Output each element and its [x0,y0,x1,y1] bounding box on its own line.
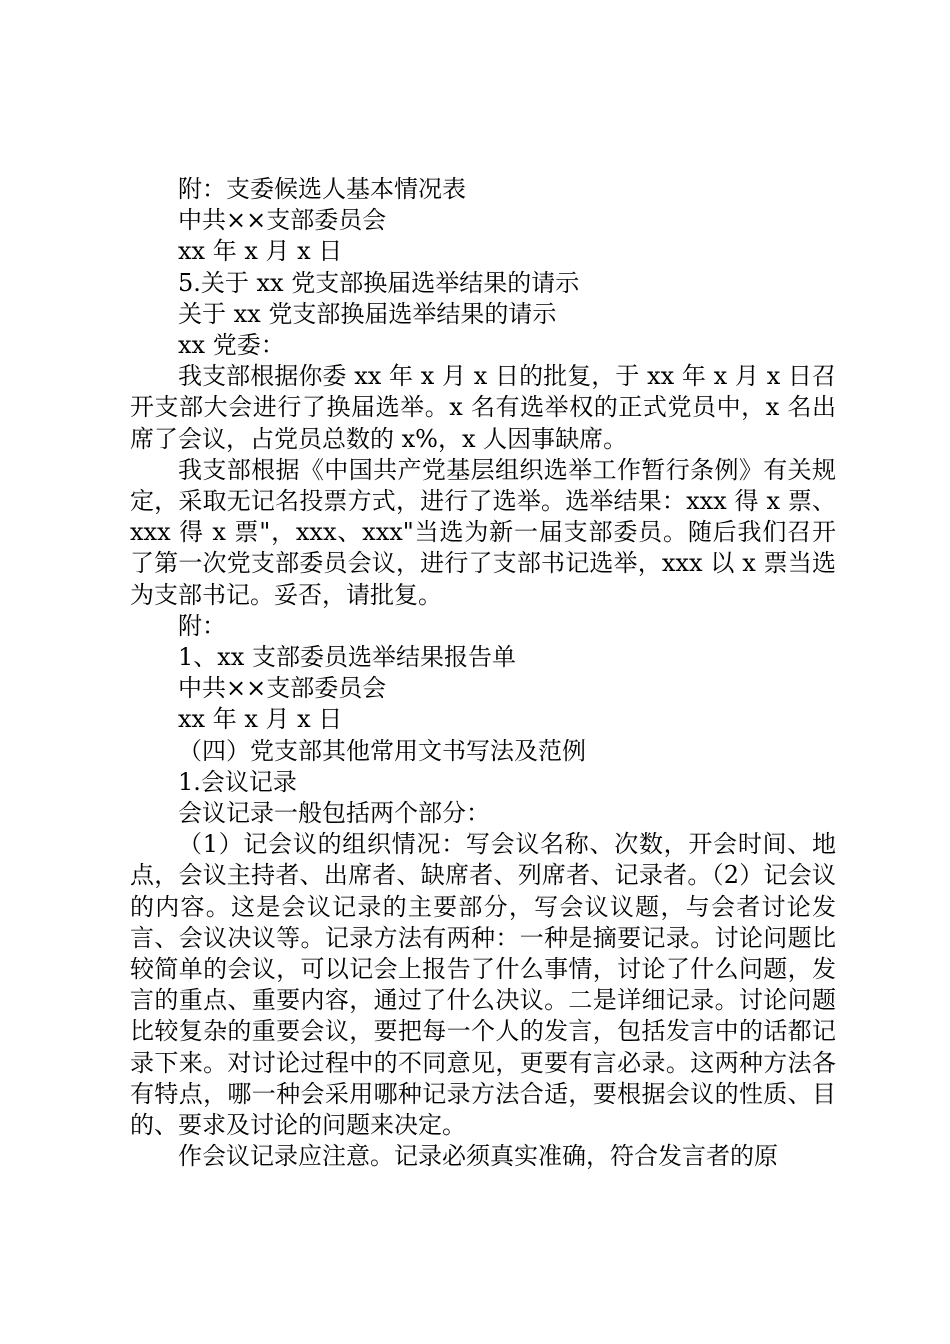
paragraph-notes: 作会议记录应注意。记录必须真实准确，符合发言者的原 [178,1142,778,1171]
section-heading: 5.关于 xx 党支部换届选举结果的请示 [178,268,580,297]
paragraph-election-result: 我支部根据《中国共产党基层组织选举工作暂行条例》有关规定，采取无记名投票方式，进行了选举。选举结果：xxx 得 x 票、xxx 得 x 票"，xxx、xxx"当选为新一届支部委员。随后我们召开了第一次党支部委员会议，进行了支部书记选举，xxx 以 x 票当选为支部书记。妥否，请批复。 [130,455,836,609]
date-line-2: xx 年 x 月 x 日 [178,705,343,734]
issuer-line: 中共××支部委员会 [178,206,387,235]
attachment-line: 附：支委候选人基本情况表 [178,175,466,203]
subsection-heading: 1.会议记录 [178,767,297,796]
paragraph-meeting-content: （1）记会议的组织情况：写会议名称、次数，开会时间、地点，会议主持者、出席者、缺席者、列席者、记录者。（2）记会议的内容。这是会议记录的主要部分，写会议议题，与会者讨论发言、会议决议等。记录方法有两种：一种是摘要记录。讨论问题比较简单的会议，可以记会上报告了什么事情，讨论了什么问题，发言的重点、重要内容，通过了什么决议。二是详细记录。讨论问题比较复杂的重要会议，要把每一个人的发言，包括发言中的话都记录下来。对讨论过程中的不同意见，更要有言必录。这两种方法各有特点，哪一种会采用哪种记录方法合适，要根据会议的性质、目的、要求及讨论的问题来决定。 [130,830,836,1140]
document-body [130,174,836,1173]
intro-line: 会议记录一般包括两个部分： [178,799,490,828]
section-heading-4: （四）党支部其他常用文书写法及范例 [178,736,586,765]
date-line: xx 年 x 月 x 日 [178,237,343,266]
attachment-label: 附： [178,611,226,640]
issuer-line-2: 中共××支部委员会 [178,674,387,703]
attachment-item: 1、xx 支部委员选举结果报告单 [178,643,516,672]
document-title: 关于 xx 党支部换届选举结果的请示 [178,299,557,328]
paragraph-election-meeting: 我支部根据你委 xx 年 x 月 x 日的批复，于 xx 年 x 月 x 日召开支部大会进行了换届选举。x 名有选举权的正式党员中，x 名出席了会议，占党员总数的 x%，x 人因事缺席。 [130,362,836,453]
addressee-line: xx 党委： [178,331,285,360]
